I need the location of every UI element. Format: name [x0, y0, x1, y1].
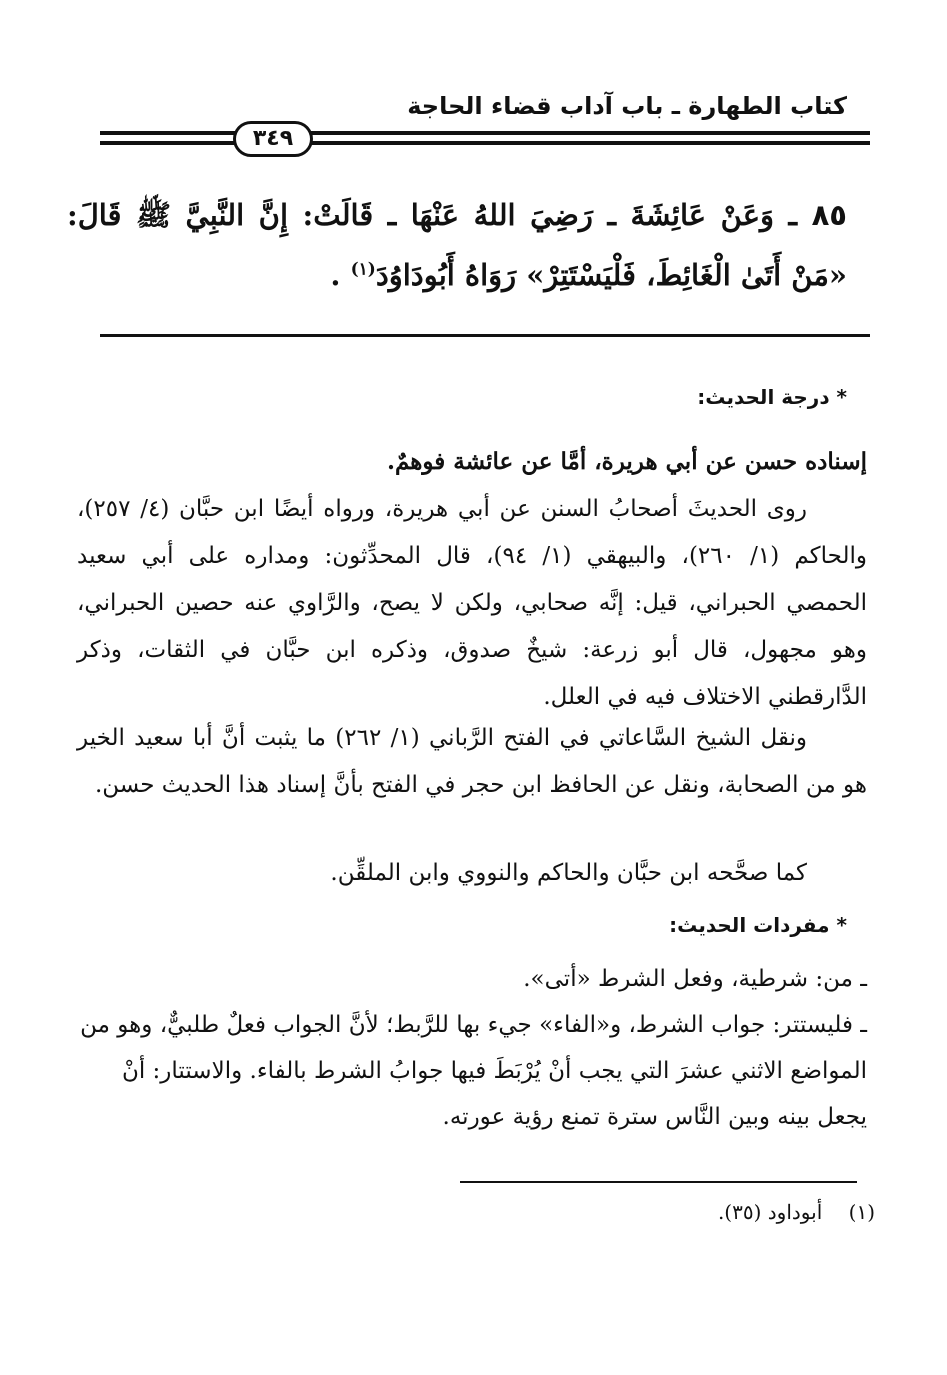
- footnote-text: أبوداود (٣٥).: [717, 1200, 823, 1224]
- header-rule-left-bottom: [100, 141, 235, 145]
- vocab-item-man: ـ من: شرطية، وفعل الشرط «أتى».: [523, 966, 867, 992]
- footnote: [718, 1200, 875, 1224]
- running-title: كتاب الطهارة ـ باب آداب قضاء الحاجة: [407, 92, 847, 120]
- hadith-dash: ـ: [788, 198, 798, 232]
- isnad-paragraph: إسناده حسن عن أبي هريرة، أمَّا عن عائشة فوهمٌ.: [386, 448, 867, 475]
- grade-paragraph-1: روى الحديثَ أصحابُ السنن عن أبي هريرة، ورواه أيضًا ابن حبَّان (٤/ ٢٥٧)، والحاكم (١/ ٢٦٠)، والبيهقي (١/ ٩٤)، قال المحدِّثون: ومداره على أبي سعيد الحمصي الحبراني، قيل: إنَّه صحابي، ولكن لا يصح، والرَّاوي عنه حصين الحبراني، وهو مجهول، قال أبو زرعة: شيخٌ صدوق، وذكره ابن حبَّان في الثقات، وذكر الدَّارقطني الاختلاف فيه في العلل.: [77, 496, 867, 710]
- footnote-rule: [460, 1181, 857, 1183]
- footnote-number: (١): [848, 1200, 875, 1224]
- hadith-number: ٨٥: [811, 198, 847, 232]
- vocab-item-falyastatir: ـ فليستتر: جواب الشرط، و«الفاء» جيء بها للرَّبط؛ لأنَّ الجواب فعلٌ طلبيٌّ، وهو من المواضع الاثني عشرَ التي يجب أنْ يُرْبَطَ فيها جوابُ الشرط بالفاء. والاستتار: أنْ يجعل بينه وبين النَّاس سترة تمنع رؤية عورته.: [80, 1012, 867, 1130]
- hadith-body: وَعَنْ عَائِشَةَ ـ رَضِيَ اللهُ عَنْهَا ـ قَالَتْ: إِنَّ النَّبِيَّ ﷺ قَالَ: «مَنْ أَتَىٰ الْغَائِطَ، فَلْيَسْتَتِرْ» رَوَاهُ أَبُودَاوُدَ: [67, 198, 847, 292]
- page-number: ٣٤٩: [233, 121, 313, 157]
- vocab-heading: * مفردات الحديث:: [669, 913, 847, 937]
- hadith-end: .: [330, 258, 341, 292]
- header-rule-right-top: [305, 131, 870, 135]
- grade-heading: * درجة الحديث:: [697, 385, 847, 409]
- grade-paragraph-2: ونقل الشيخ السَّاعاتي في الفتح الرَّباني (١/ ٢٦٢) ما يثبت أنَّ أبا سعيد الخير هو من الصحابة، ونقل عن الحافظ ابن حجر في الفتح بأنَّ إسناد هذا الحديث حسن.: [77, 725, 867, 798]
- hadith-footnote-ref: (١): [350, 259, 376, 280]
- header-rule-right-bottom: [305, 141, 870, 145]
- grade-paragraph-3: كما صحَّحه ابن حبَّان والحاكم والنووي وابن الملقِّن.: [330, 860, 807, 886]
- section-divider: [100, 334, 870, 337]
- hadith-text: [67, 185, 847, 305]
- header-rule-left-top: [100, 131, 235, 135]
